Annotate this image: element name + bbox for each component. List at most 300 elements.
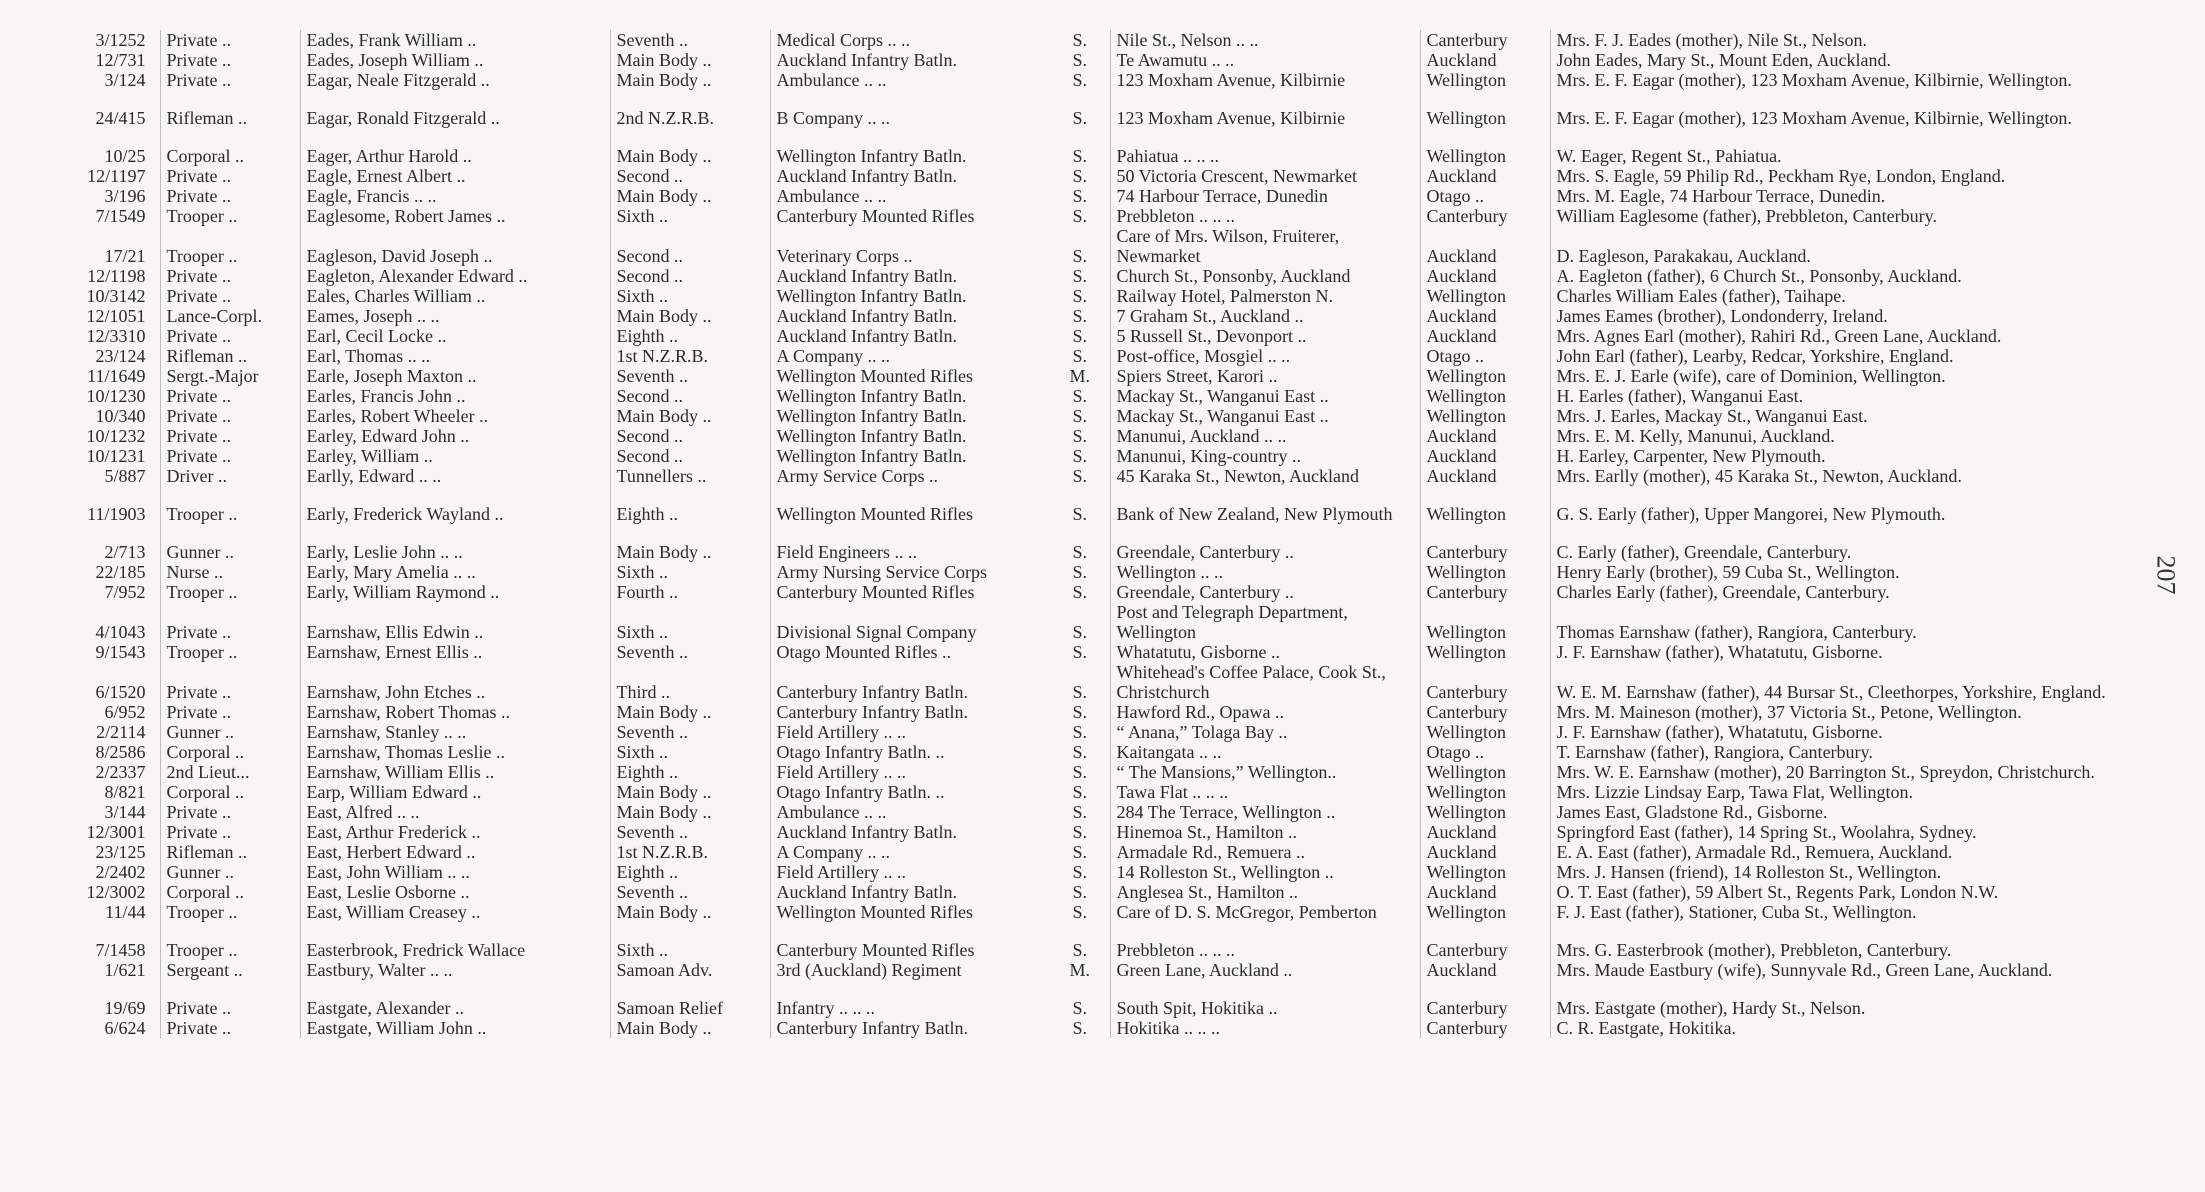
- last-address: Hawford Rd., Opawa ..: [1110, 702, 1420, 722]
- rank: Private ..: [160, 980, 300, 1018]
- marital-status: S.: [1072, 246, 1087, 266]
- soldier-name: Eager, Arthur Harold ..: [300, 128, 610, 166]
- table-row: [60, 426, 2140, 446]
- draft: 2nd N.Z.R.B.: [610, 90, 770, 128]
- rank: Rifleman ..: [160, 90, 300, 128]
- unit: Ambulance .. ..: [770, 802, 1050, 822]
- district: Wellington: [1420, 862, 1550, 882]
- draft: Seventh ..: [610, 366, 770, 386]
- table-row: [60, 960, 2140, 980]
- service-number: 22/185: [95, 562, 146, 582]
- rank: Private ..: [160, 186, 300, 206]
- personnel-table: [60, 30, 2140, 1038]
- table-row: [60, 642, 2140, 662]
- service-number: 7/1549: [95, 206, 146, 226]
- service-number: 12/1197: [87, 166, 146, 186]
- draft: Fourth ..: [610, 582, 770, 602]
- unit: Auckland Infantry Batln.: [770, 822, 1050, 842]
- table-row: [60, 286, 2140, 306]
- soldier-name: Earley, Edward John ..: [300, 426, 610, 446]
- next-of-kin: Mrs. Eastgate (mother), Hardy St., Nelson.: [1550, 980, 2140, 1018]
- last-address: Tawa Flat .. .. ..: [1110, 782, 1420, 802]
- soldier-name: Earley, William ..: [300, 446, 610, 466]
- marital-status: S.: [1072, 386, 1087, 406]
- unit: Field Engineers .. ..: [770, 524, 1050, 562]
- soldier-name: Earlly, Edward .. ..: [300, 466, 610, 486]
- service-number: 12/731: [95, 50, 146, 70]
- table-row: [60, 406, 2140, 426]
- last-address: Whatatutu, Gisborne ..: [1110, 642, 1420, 662]
- rank: Gunner ..: [160, 524, 300, 562]
- marital-status: S.: [1072, 822, 1087, 842]
- last-address: Nile St., Nelson .. ..: [1110, 30, 1420, 50]
- unit: Wellington Infantry Batln.: [770, 386, 1050, 406]
- last-address: Pahiatua .. .. ..: [1110, 128, 1420, 166]
- soldier-name: Easterbrook, Fredrick Wallace: [300, 922, 610, 960]
- service-number: 12/1051: [86, 306, 146, 326]
- marital-status: S.: [1072, 166, 1087, 186]
- last-address: 123 Moxham Avenue, Kilbirnie: [1110, 70, 1420, 90]
- table-row: [60, 862, 2140, 882]
- marital-status: S.: [1072, 862, 1087, 882]
- soldier-name: East, Alfred .. ..: [300, 802, 610, 822]
- draft: Eighth ..: [610, 762, 770, 782]
- last-address: Prebbleton .. .. ..: [1110, 922, 1420, 960]
- soldier-name: Eagar, Ronald Fitzgerald ..: [300, 90, 610, 128]
- last-address: Spiers Street, Karori ..: [1110, 366, 1420, 386]
- unit: Canterbury Mounted Rifles: [770, 922, 1050, 960]
- marital-status: M.: [1069, 366, 1090, 386]
- rank: Rifleman ..: [160, 842, 300, 862]
- service-number: 11/1649: [87, 366, 146, 386]
- last-address: 50 Victoria Crescent, Newmarket: [1110, 166, 1420, 186]
- soldier-name: Eades, Frank William ..: [300, 30, 610, 50]
- table-row: [60, 980, 2140, 1018]
- service-number: 23/125: [95, 842, 146, 862]
- last-address: 74 Harbour Terrace, Dunedin: [1110, 186, 1420, 206]
- marital-status: S.: [1072, 902, 1087, 922]
- last-address: “ The Mansions,” Wellington..: [1110, 762, 1420, 782]
- rank: Gunner ..: [160, 722, 300, 742]
- rank: Private ..: [160, 802, 300, 822]
- marital-status: S.: [1072, 782, 1087, 802]
- next-of-kin: Mrs. G. Easterbrook (mother), Prebbleton, Canterbury.: [1550, 922, 2140, 960]
- next-of-kin: Springford East (father), 14 Spring St., Woolahra, Sydney.: [1550, 822, 2140, 842]
- last-address: Anglesea St., Hamilton ..: [1110, 882, 1420, 902]
- unit: Field Artillery .. ..: [770, 862, 1050, 882]
- next-of-kin: C. Early (father), Greendale, Canterbury.: [1550, 524, 2140, 562]
- draft: Main Body ..: [610, 406, 770, 426]
- table-row: [60, 466, 2140, 486]
- district: Wellington: [1420, 782, 1550, 802]
- unit: Auckland Infantry Batln.: [770, 266, 1050, 286]
- draft: Sixth ..: [610, 922, 770, 960]
- table-row: [60, 90, 2140, 128]
- service-number: 3/1252: [95, 30, 146, 50]
- rank: 2nd Lieut...: [160, 762, 300, 782]
- rank: Private ..: [160, 166, 300, 186]
- next-of-kin: Mrs. E. J. Earle (wife), care of Dominion, Wellington.: [1550, 366, 2140, 386]
- next-of-kin: Mrs. Earlly (mother), 45 Karaka St., Newton, Auckland.: [1550, 466, 2140, 486]
- district: Wellington: [1420, 642, 1550, 662]
- last-address: Manunui, Auckland .. ..: [1110, 426, 1420, 446]
- draft: Sixth ..: [610, 742, 770, 762]
- next-of-kin: A. Eagleton (father), 6 Church St., Ponsonby, Auckland.: [1550, 266, 2140, 286]
- table-row: [60, 366, 2140, 386]
- marital-status: S.: [1072, 582, 1087, 602]
- marital-status: S.: [1072, 940, 1087, 960]
- unit: Wellington Infantry Batln.: [770, 406, 1050, 426]
- rank: Trooper ..: [160, 226, 300, 266]
- marital-status: S.: [1072, 346, 1087, 366]
- unit: A Company .. ..: [770, 346, 1050, 366]
- district: Wellington: [1420, 70, 1550, 90]
- soldier-name: Earle, Joseph Maxton ..: [300, 366, 610, 386]
- draft: Sixth ..: [610, 286, 770, 306]
- district: Auckland: [1420, 50, 1550, 70]
- district: Canterbury: [1420, 206, 1550, 226]
- unit: Wellington Infantry Batln.: [770, 426, 1050, 446]
- marital-status: S.: [1072, 30, 1087, 50]
- district: Canterbury: [1420, 524, 1550, 562]
- unit: Wellington Infantry Batln.: [770, 286, 1050, 306]
- rank: Corporal ..: [160, 882, 300, 902]
- unit: Field Artillery .. ..: [770, 762, 1050, 782]
- table-row: [60, 386, 2140, 406]
- soldier-name: East, Arthur Frederick ..: [300, 822, 610, 842]
- soldier-name: Earnshaw, Robert Thomas ..: [300, 702, 610, 722]
- last-address: Hokitika .. .. ..: [1110, 1018, 1420, 1038]
- soldier-name: East, Leslie Osborne ..: [300, 882, 610, 902]
- draft: Main Body ..: [610, 50, 770, 70]
- next-of-kin: James East, Gladstone Rd., Gisborne.: [1550, 802, 2140, 822]
- rank: Private ..: [160, 822, 300, 842]
- marital-status: S.: [1072, 108, 1087, 128]
- draft: Second ..: [610, 166, 770, 186]
- table-row: [60, 346, 2140, 366]
- service-number: 19/69: [104, 998, 146, 1018]
- draft: 1st N.Z.R.B.: [610, 346, 770, 366]
- rank: Private ..: [160, 70, 300, 90]
- table-row: [60, 70, 2140, 90]
- next-of-kin: D. Eagleson, Parakakau, Auckland.: [1550, 226, 2140, 266]
- last-address: Wellington .. ..: [1110, 562, 1420, 582]
- marital-status: S.: [1072, 998, 1087, 1018]
- rank: Lance-Corpl.: [160, 306, 300, 326]
- district: Auckland: [1420, 226, 1550, 266]
- soldier-name: Early, Mary Amelia .. ..: [300, 562, 610, 582]
- soldier-name: Eales, Charles William ..: [300, 286, 610, 306]
- marital-status: S.: [1072, 1018, 1087, 1038]
- last-address: Armadale Rd., Remuera ..: [1110, 842, 1420, 862]
- table-row: [60, 1018, 2140, 1038]
- rank: Rifleman ..: [160, 346, 300, 366]
- marital-status: S.: [1072, 266, 1087, 286]
- soldier-name: Earnshaw, Thomas Leslie ..: [300, 742, 610, 762]
- district: Canterbury: [1420, 662, 1550, 702]
- district: Auckland: [1420, 446, 1550, 466]
- next-of-kin: Mrs. E. M. Kelly, Manunui, Auckland.: [1550, 426, 2140, 446]
- last-address: Kaitangata .. ..: [1110, 742, 1420, 762]
- service-number: 3/196: [104, 186, 146, 206]
- unit: Auckland Infantry Batln.: [770, 306, 1050, 326]
- marital-status: S.: [1072, 722, 1087, 742]
- marital-status: S.: [1072, 426, 1087, 446]
- next-of-kin: J. F. Earnshaw (father), Whatatutu, Gisborne.: [1550, 642, 2140, 662]
- district: Wellington: [1420, 762, 1550, 782]
- last-address: Hinemoa St., Hamilton ..: [1110, 822, 1420, 842]
- unit: Canterbury Infantry Batln.: [770, 1018, 1050, 1038]
- service-number: 6/952: [104, 702, 146, 722]
- service-number: 6/624: [104, 1018, 146, 1038]
- unit: Medical Corps .. ..: [770, 30, 1050, 50]
- draft: Eighth ..: [610, 862, 770, 882]
- next-of-kin: H. Earles (father), Wanganui East.: [1550, 386, 2140, 406]
- next-of-kin: Mrs. M. Eagle, 74 Harbour Terrace, Dunedin.: [1550, 186, 2140, 206]
- last-address: “ Anana,” Tolaga Bay ..: [1110, 722, 1420, 742]
- rank: Private ..: [160, 386, 300, 406]
- draft: Main Body ..: [610, 70, 770, 90]
- district: Wellington: [1420, 602, 1550, 642]
- unit: Wellington Infantry Batln.: [770, 446, 1050, 466]
- draft: Main Body ..: [610, 186, 770, 206]
- draft: Samoan Relief: [610, 980, 770, 1018]
- next-of-kin: H. Earley, Carpenter, New Plymouth.: [1550, 446, 2140, 466]
- last-address: Post-office, Mosgiel .. ..: [1110, 346, 1420, 366]
- next-of-kin: W. Eager, Regent St., Pahiatua.: [1550, 128, 2140, 166]
- table-row: [60, 186, 2140, 206]
- marital-status: S.: [1072, 504, 1087, 524]
- next-of-kin: F. J. East (father), Stationer, Cuba St., Wellington.: [1550, 902, 2140, 922]
- table-row: [60, 226, 2140, 266]
- marital-status: S.: [1072, 742, 1087, 762]
- rank: Driver ..: [160, 466, 300, 486]
- last-address: 45 Karaka St., Newton, Auckland: [1110, 466, 1420, 486]
- service-number: 3/144: [104, 802, 146, 822]
- draft: Sixth ..: [610, 206, 770, 226]
- district: Wellington: [1420, 406, 1550, 426]
- soldier-name: Eades, Joseph William ..: [300, 50, 610, 70]
- marital-status: M.: [1069, 960, 1090, 980]
- marital-status: S.: [1072, 406, 1087, 426]
- marital-status: S.: [1072, 186, 1087, 206]
- marital-status: S.: [1072, 286, 1087, 306]
- next-of-kin: James Eames (brother), Londonderry, Ireland.: [1550, 306, 2140, 326]
- table-row: [60, 50, 2140, 70]
- table-row: [60, 742, 2140, 762]
- last-address: Green Lane, Auckland ..: [1110, 960, 1420, 980]
- service-number: 24/415: [95, 108, 146, 128]
- soldier-name: Earnshaw, William Ellis ..: [300, 762, 610, 782]
- table-row: [60, 822, 2140, 842]
- soldier-name: Earnshaw, Stanley .. ..: [300, 722, 610, 742]
- rank: Private ..: [160, 1018, 300, 1038]
- service-number: 6/1520: [95, 682, 146, 702]
- rank: Private ..: [160, 426, 300, 446]
- district: Canterbury: [1420, 980, 1550, 1018]
- last-address: Whitehead's Coffee Palace, Cook St., Christchurch: [1110, 662, 1420, 702]
- district: Wellington: [1420, 562, 1550, 582]
- table-row: [60, 922, 2140, 960]
- next-of-kin: William Eaglesome (father), Prebbleton, Canterbury.: [1550, 206, 2140, 226]
- service-number: 10/1232: [86, 426, 146, 446]
- marital-status: S.: [1072, 306, 1087, 326]
- marital-status: S.: [1072, 702, 1087, 722]
- personnel-rows: [60, 30, 2140, 1038]
- marital-status: S.: [1072, 70, 1087, 90]
- draft: Main Body ..: [610, 306, 770, 326]
- last-address: Te Awamutu .. ..: [1110, 50, 1420, 70]
- soldier-name: East, John William .. ..: [300, 862, 610, 882]
- unit: Infantry .. .. ..: [770, 980, 1050, 1018]
- service-number: 5/887: [104, 466, 146, 486]
- marital-status: S.: [1072, 562, 1087, 582]
- next-of-kin: C. R. Eastgate, Hokitika.: [1550, 1018, 2140, 1038]
- unit: Canterbury Infantry Batln.: [770, 702, 1050, 722]
- district: Wellington: [1420, 902, 1550, 922]
- unit: Otago Infantry Batln. ..: [770, 782, 1050, 802]
- soldier-name: Earl, Cecil Locke ..: [300, 326, 610, 346]
- service-number: 12/3310: [86, 326, 146, 346]
- next-of-kin: Mrs. W. E. Earnshaw (mother), 20 Barrington St., Spreydon, Christchurch.: [1550, 762, 2140, 782]
- district: Canterbury: [1420, 702, 1550, 722]
- district: Auckland: [1420, 426, 1550, 446]
- last-address: Church St., Ponsonby, Auckland: [1110, 266, 1420, 286]
- next-of-kin: E. A. East (father), Armadale Rd., Remuera, Auckland.: [1550, 842, 2140, 862]
- last-address: Greendale, Canterbury ..: [1110, 582, 1420, 602]
- rank: Private ..: [160, 50, 300, 70]
- district: Otago ..: [1420, 346, 1550, 366]
- district: Wellington: [1420, 286, 1550, 306]
- soldier-name: East, Herbert Edward ..: [300, 842, 610, 862]
- draft: Main Body ..: [610, 1018, 770, 1038]
- last-address: Manunui, King-country ..: [1110, 446, 1420, 466]
- draft: Seventh ..: [610, 642, 770, 662]
- table-row: [60, 486, 2140, 524]
- last-address: Care of D. S. McGregor, Pemberton: [1110, 902, 1420, 922]
- soldier-name: Earles, Francis John ..: [300, 386, 610, 406]
- soldier-name: Earl, Thomas .. ..: [300, 346, 610, 366]
- last-address: 123 Moxham Avenue, Kilbirnie: [1110, 90, 1420, 128]
- table-row: [60, 702, 2140, 722]
- next-of-kin: Mrs. S. Eagle, 59 Philip Rd., Peckham Rye, London, England.: [1550, 166, 2140, 186]
- marital-status: S.: [1072, 882, 1087, 902]
- soldier-name: Eagar, Neale Fitzgerald ..: [300, 70, 610, 90]
- soldier-name: East, William Creasey ..: [300, 902, 610, 922]
- unit: Field Artillery .. ..: [770, 722, 1050, 742]
- district: Wellington: [1420, 90, 1550, 128]
- marital-status: S.: [1072, 446, 1087, 466]
- rank: Private ..: [160, 662, 300, 702]
- next-of-kin: Charles William Eales (father), Taihape.: [1550, 286, 2140, 306]
- last-address: 7 Graham St., Auckland ..: [1110, 306, 1420, 326]
- draft: Main Body ..: [610, 128, 770, 166]
- draft: Second ..: [610, 446, 770, 466]
- page-number: 207: [2151, 555, 2181, 595]
- table-row: [60, 30, 2140, 50]
- next-of-kin: John Eades, Mary St., Mount Eden, Auckland.: [1550, 50, 2140, 70]
- table-row: [60, 326, 2140, 346]
- rank: Corporal ..: [160, 128, 300, 166]
- draft: Sixth ..: [610, 602, 770, 642]
- marital-status: S.: [1072, 622, 1087, 642]
- rank: Private ..: [160, 286, 300, 306]
- soldier-name: Eaglesome, Robert James ..: [300, 206, 610, 226]
- next-of-kin: Mrs. M. Maineson (mother), 37 Victoria St., Petone, Wellington.: [1550, 702, 2140, 722]
- draft: Seventh ..: [610, 722, 770, 742]
- rank: Corporal ..: [160, 782, 300, 802]
- unit: Auckland Infantry Batln.: [770, 882, 1050, 902]
- next-of-kin: Mrs. Maude Eastbury (wife), Sunnyvale Rd., Green Lane, Auckland.: [1550, 960, 2140, 980]
- rank: Private ..: [160, 406, 300, 426]
- rank: Trooper ..: [160, 206, 300, 226]
- next-of-kin: O. T. East (father), 59 Albert St., Regents Park, London N.W.: [1550, 882, 2140, 902]
- soldier-name: Early, Frederick Wayland ..: [300, 486, 610, 524]
- service-number: 12/3001: [86, 822, 146, 842]
- table-row: [60, 722, 2140, 742]
- unit: A Company .. ..: [770, 842, 1050, 862]
- draft: Third ..: [610, 662, 770, 702]
- last-address: 14 Rolleston St., Wellington ..: [1110, 862, 1420, 882]
- service-number: 8/2586: [95, 742, 146, 762]
- draft: Main Body ..: [610, 902, 770, 922]
- district: Auckland: [1420, 266, 1550, 286]
- soldier-name: Earnshaw, John Etches ..: [300, 662, 610, 702]
- draft: Second ..: [610, 386, 770, 406]
- soldier-name: Early, Leslie John .. ..: [300, 524, 610, 562]
- service-number: 2/2114: [96, 722, 146, 742]
- rank: Private ..: [160, 602, 300, 642]
- soldier-name: Eagleson, David Joseph ..: [300, 226, 610, 266]
- service-number: 11/44: [105, 902, 146, 922]
- district: Wellington: [1420, 802, 1550, 822]
- next-of-kin: J. F. Earnshaw (father), Whatatutu, Gisborne.: [1550, 722, 2140, 742]
- rank: Corporal ..: [160, 742, 300, 762]
- soldier-name: Eagle, Francis .. ..: [300, 186, 610, 206]
- service-number: 8/821: [104, 782, 146, 802]
- last-address: Prebbleton .. .. ..: [1110, 206, 1420, 226]
- marital-status: S.: [1072, 206, 1087, 226]
- marital-status: S.: [1072, 642, 1087, 662]
- table-row: [60, 206, 2140, 226]
- service-number: 23/124: [95, 346, 146, 366]
- draft: Second ..: [610, 266, 770, 286]
- next-of-kin: T. Earnshaw (father), Rangiora, Canterbury.: [1550, 742, 2140, 762]
- unit: Wellington Mounted Rifles: [770, 902, 1050, 922]
- draft: Seventh ..: [610, 822, 770, 842]
- next-of-kin: John Earl (father), Learby, Redcar, Yorkshire, England.: [1550, 346, 2140, 366]
- district: Canterbury: [1420, 1018, 1550, 1038]
- table-row: [60, 662, 2140, 702]
- service-number: 7/1458: [95, 940, 146, 960]
- marital-status: S.: [1072, 762, 1087, 782]
- service-number: 12/3002: [86, 882, 146, 902]
- draft: Tunnellers ..: [610, 466, 770, 486]
- soldier-name: Eastbury, Walter .. ..: [300, 960, 610, 980]
- marital-status: S.: [1072, 50, 1087, 70]
- service-number: 2/2402: [95, 862, 146, 882]
- soldier-name: Earles, Robert Wheeler ..: [300, 406, 610, 426]
- district: Otago ..: [1420, 742, 1550, 762]
- district: Canterbury: [1420, 582, 1550, 602]
- service-number: 4/1043: [95, 622, 146, 642]
- district: Auckland: [1420, 882, 1550, 902]
- draft: Main Body ..: [610, 524, 770, 562]
- table-row: [60, 166, 2140, 186]
- district: Auckland: [1420, 960, 1550, 980]
- rank: Private ..: [160, 702, 300, 722]
- table-row: [60, 902, 2140, 922]
